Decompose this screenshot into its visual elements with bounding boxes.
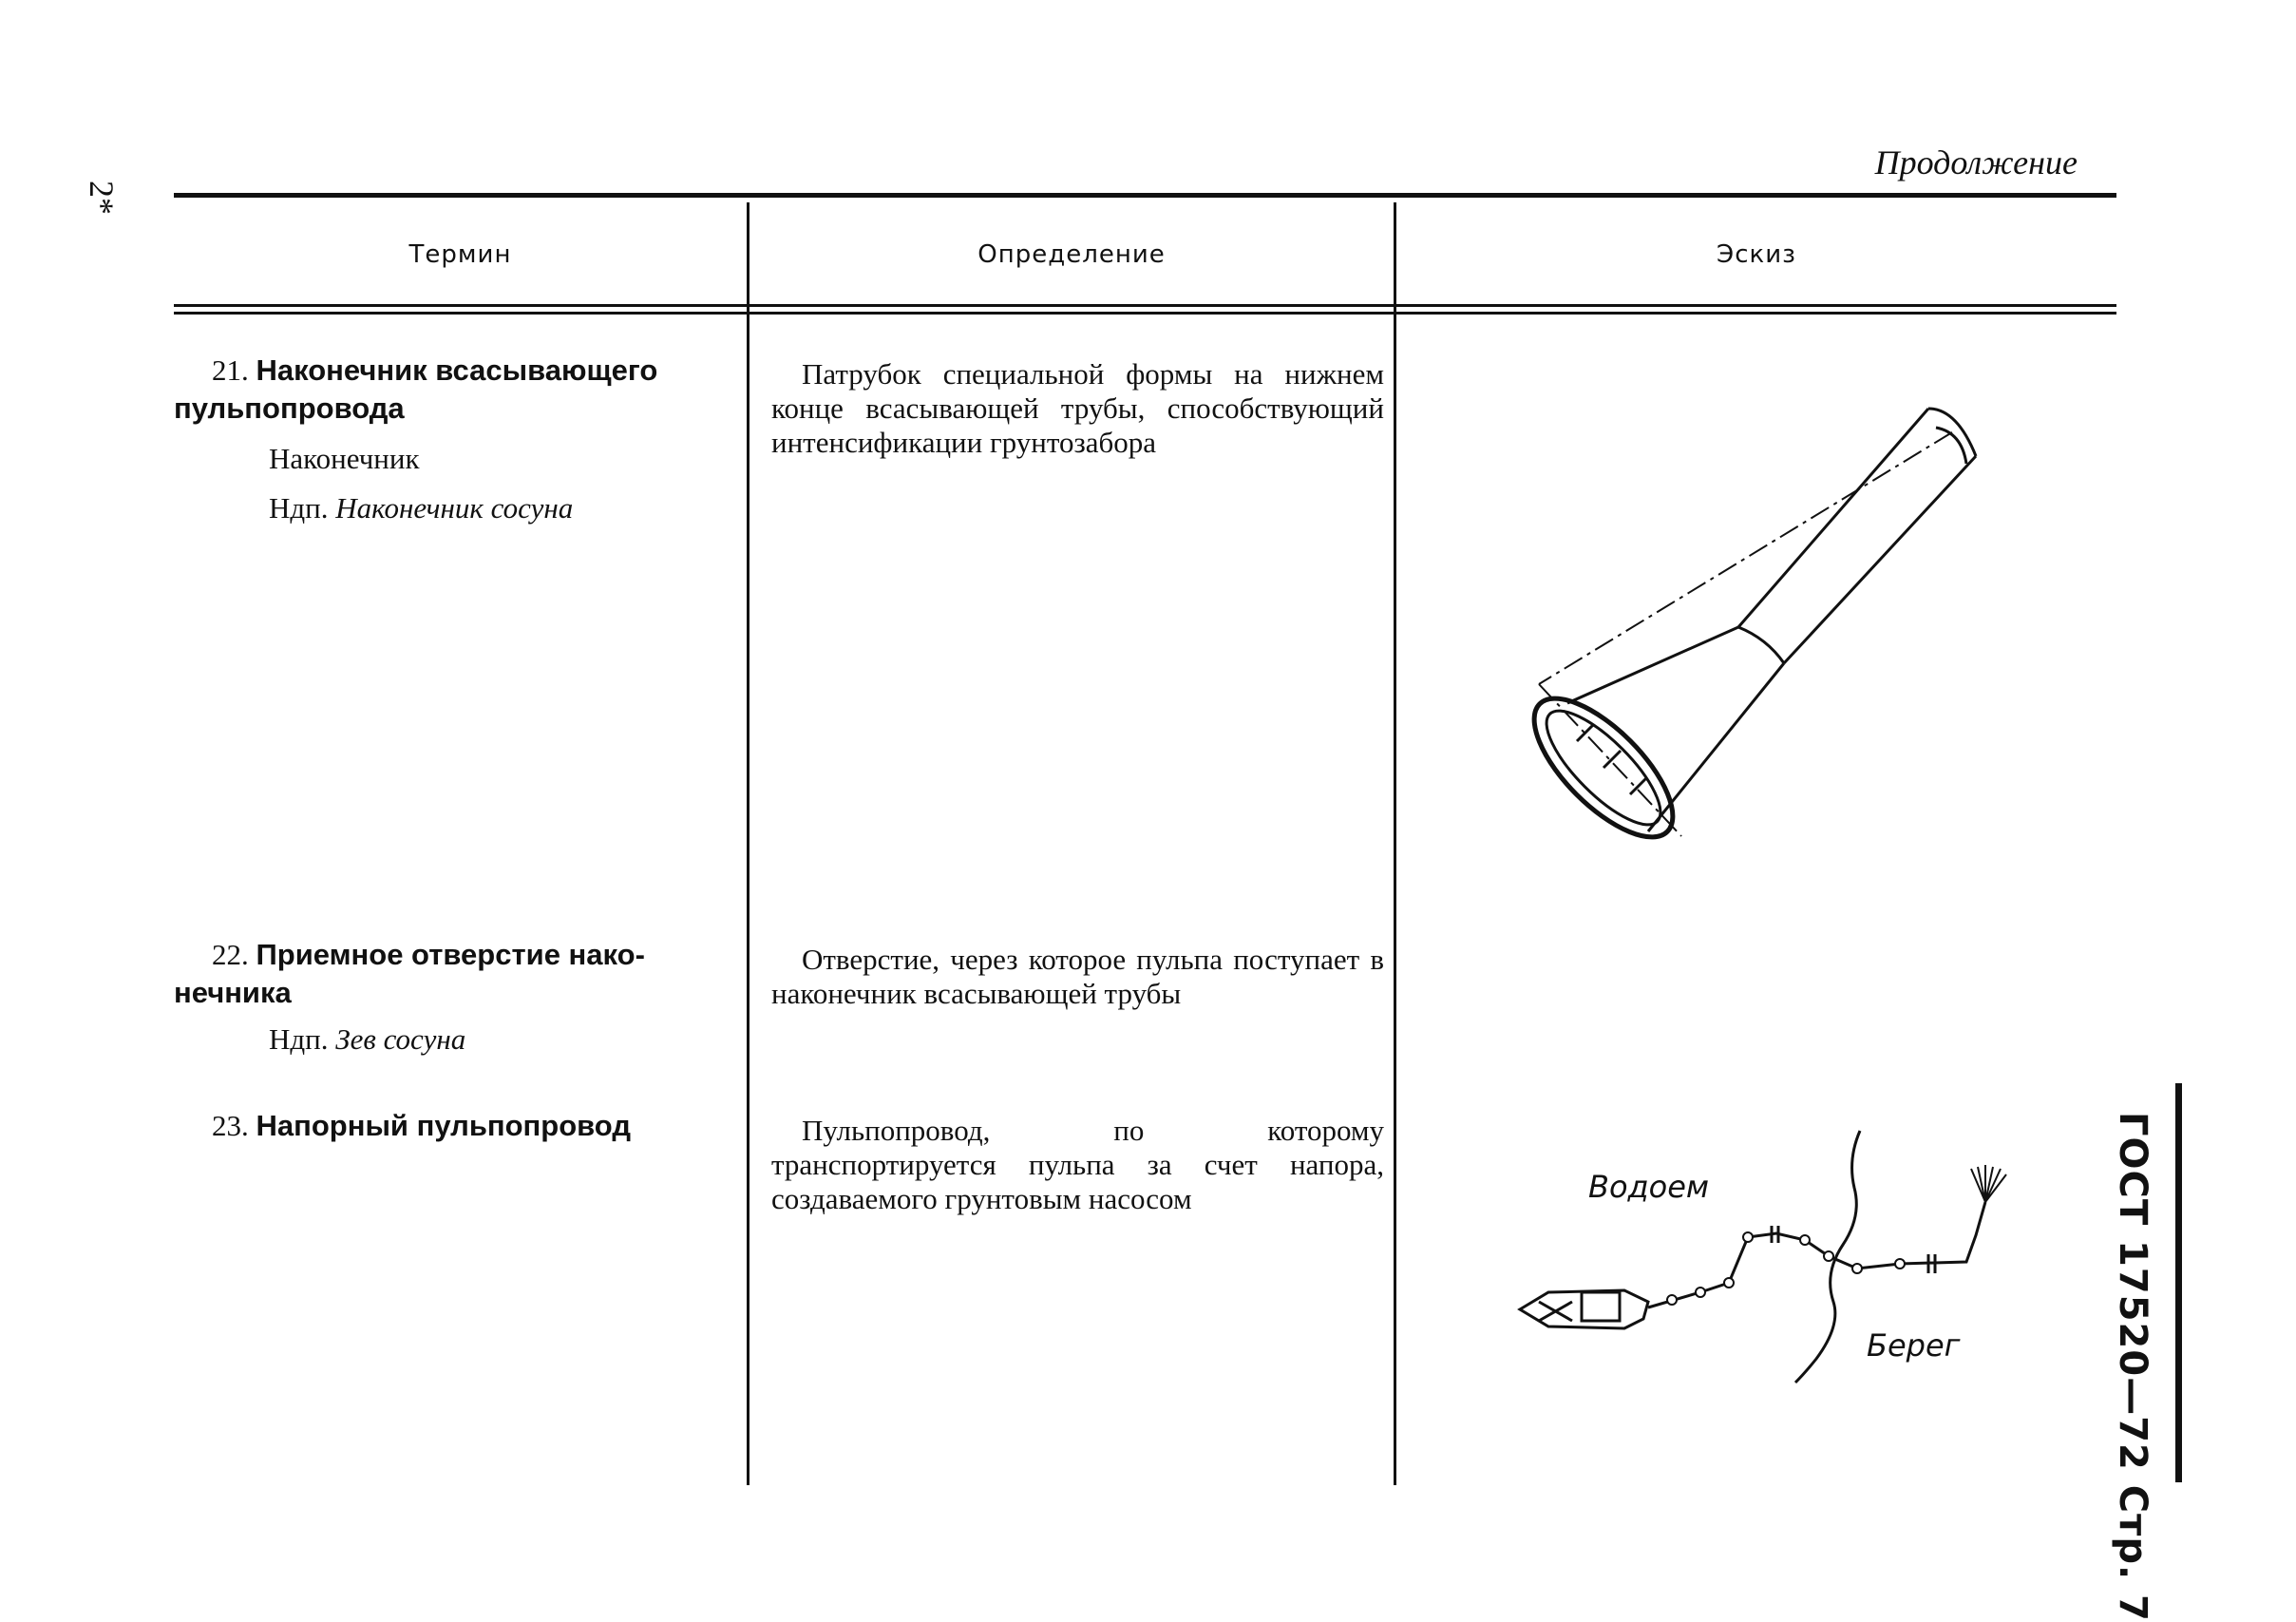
term-21-line1: Наконечник всасывающего [256,353,658,387]
term-23-number: 23. [212,1109,249,1142]
pontoon [1667,1295,1677,1305]
deprecated-prefix: Ндп. [269,1022,329,1056]
term-22 [174,936,715,1012]
term-23-line1: Напорный пульпопровод [256,1109,632,1142]
dredge-hull [1520,1290,1648,1328]
nozzle-sketch [1482,390,2014,865]
deprecated-prefix: Ндп. [269,491,329,525]
page-mark: 2* [83,181,121,215]
table-top-rule [174,193,2116,198]
outlet-spray [1971,1165,2006,1202]
term-22-deprecated [269,1022,465,1057]
header-bottom-rule-2 [174,312,2116,315]
definition-22: Отверстие, через которое пульпа поступает в наконечник всасывающей трубы [771,943,1384,1010]
term-22-line1: Приемное отверстие нако- [256,938,645,971]
column-header-sketch: Эскиз [1717,240,1796,269]
dredge-cabin [1582,1292,1620,1321]
side-rule [2175,1083,2182,1482]
side-page-label: ГОСТ 17520—72 Стр. 7 [2111,1112,2154,1622]
pipe-axis [1539,432,1952,684]
pipe-edge-upper [1738,409,1928,627]
term-22-number: 22. [212,938,249,971]
definition-23: Пульпопровод, по которому транспортируется пульпа за счет напора, создаваемого грунтовым насосом [771,1114,1384,1215]
column-divider-2 [1394,202,1396,1485]
definition-21: Патрубок специальной формы на нижнем конце всасывающей трубы, способствующий интенсификации грунтозабора [771,357,1384,459]
term-23 [174,1107,715,1145]
column-divider-1 [747,202,750,1485]
header-bottom-rule-1 [174,304,2116,307]
column-header-term: Термин [408,240,512,269]
dredge-cutter [1539,1302,1572,1321]
pontoon [1824,1251,1833,1261]
pontoon [1895,1259,1905,1269]
pipe-joint [1738,627,1784,663]
term-22-line2: нечника [174,976,292,1009]
pontoon [1800,1235,1810,1245]
pontoon [1743,1232,1753,1242]
water-label: Водоем [1588,1169,1710,1205]
shore-label: Берег [1867,1327,1961,1364]
term-21-line2: пульпопровода [174,391,405,425]
term-21 [174,352,715,428]
flare-edge-lower [1648,663,1784,831]
term-21-deprecated [269,491,573,525]
deprecated-term: Наконечник сосуна [335,491,574,525]
deprecated-term: Зев сосуна [335,1022,466,1056]
term-21-synonym: Наконечник [269,442,420,475]
mouth-partition [1577,724,1594,741]
continuation-label: Продолжение [1874,143,2078,181]
pontoon [1724,1278,1734,1288]
term-21-number: 21. [212,353,249,387]
pontoon [1696,1288,1705,1297]
column-header-definition: Определение [977,240,1166,269]
pipe-edge-lower [1784,456,1976,663]
pipeline-sketch [1482,1121,2014,1397]
flare-edge-upper [1567,627,1738,703]
mouth-partition [1603,751,1621,768]
pontoon [1852,1264,1862,1273]
